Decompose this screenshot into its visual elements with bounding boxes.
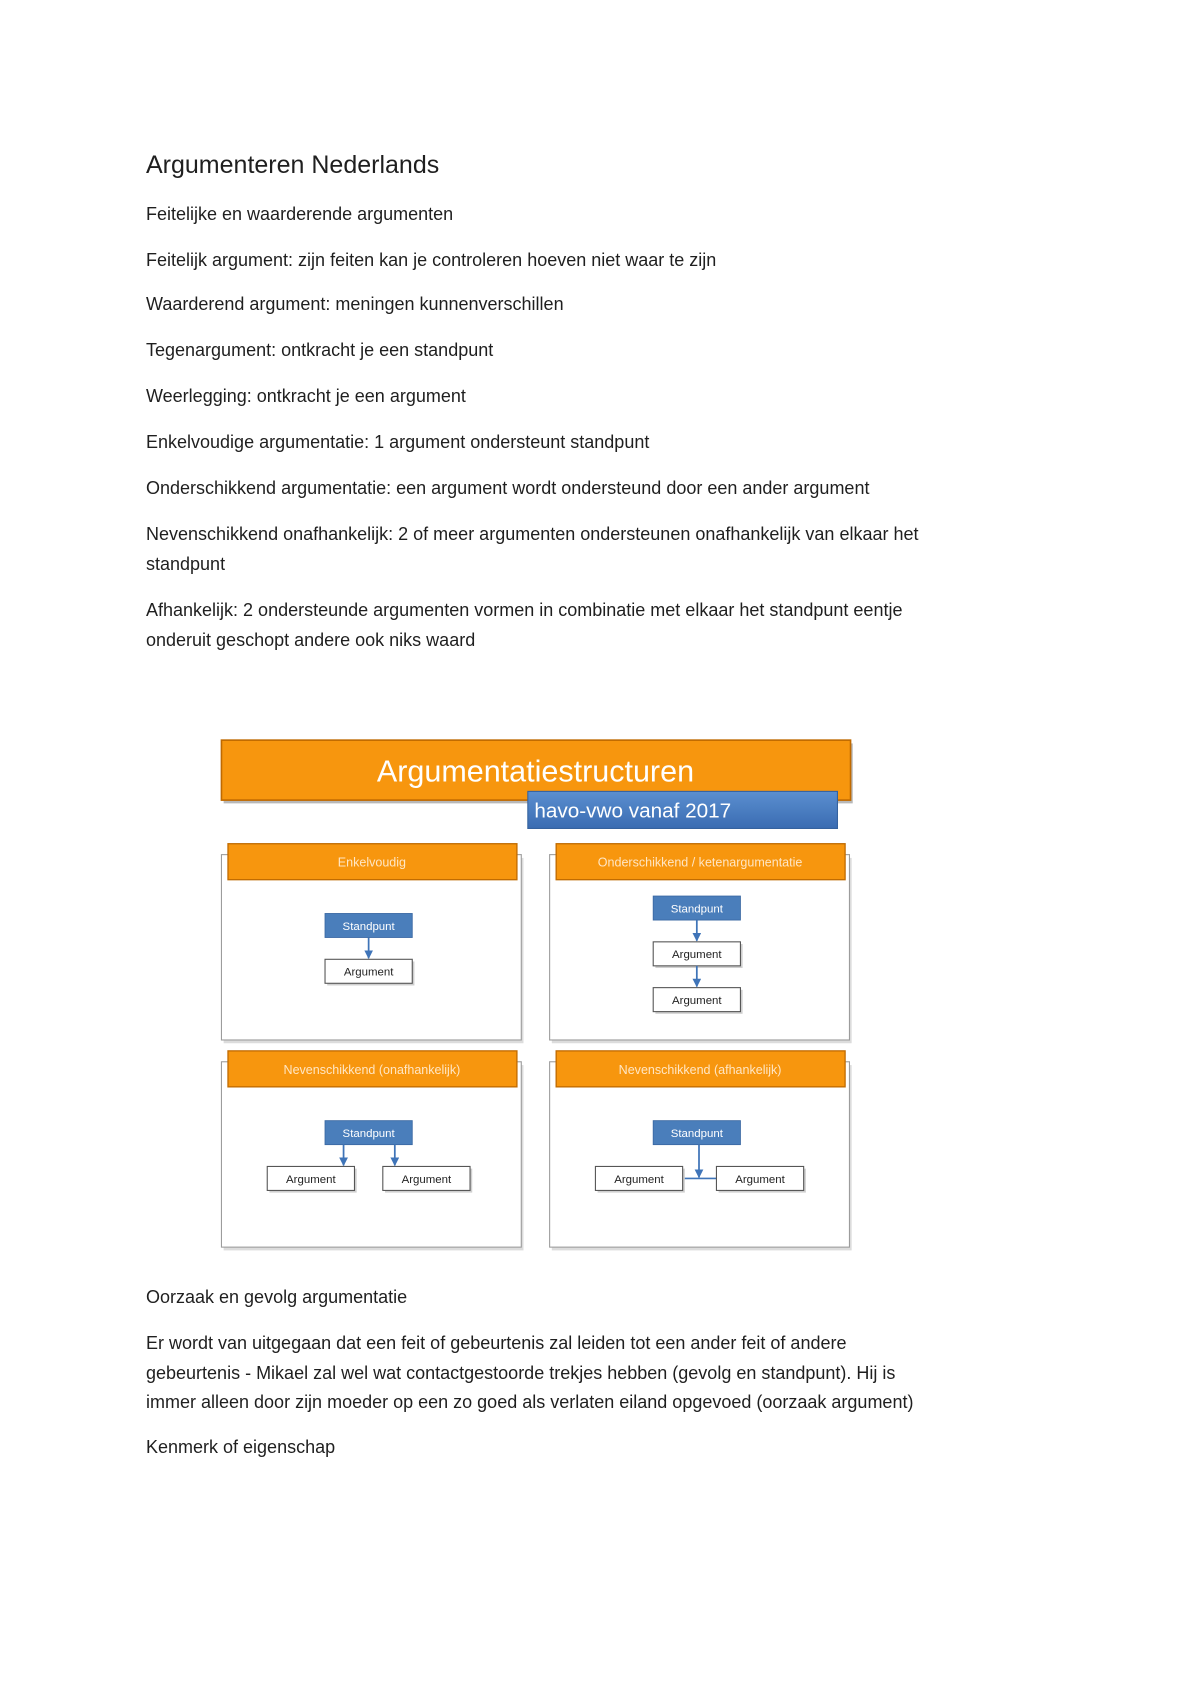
page-title: Argumenteren Nederlands (146, 151, 440, 179)
diagram-title: Argumentatiestructuren (376, 754, 695, 789)
paragraph-tegenargument (146, 336, 493, 366)
text-line: Tegenargument: ontkracht je een standpunt (146, 340, 494, 360)
text-line: Nevenschikkend onafhankelijk: 2 of meer argumenten ondersteunen onafhankelijk van elkaar het (146, 524, 919, 544)
argument-label: Argument (672, 949, 722, 962)
text-line: onderuit geschopt andere ook niks waard (146, 629, 476, 650)
text-line: immer alleen door zijn moeder op een zo goed als verlaten eiland opgevoed (oorzaak argument) (146, 1392, 914, 1412)
paragraph-feitelijk-argument (146, 246, 716, 276)
text-line: Afhankelijk: 2 ondersteunde argumenten vormen in combinatie met elkaar het standpunt eentje (146, 600, 903, 620)
panel-box (221, 1062, 521, 1247)
text-line: Waarderend argument: meningen kunnenverschillen (146, 294, 564, 314)
text-line: Oorzaak en gevolg argumentatie (146, 1287, 408, 1307)
paragraph-weerlegging (146, 382, 466, 412)
standpunt-label: Standpunt (670, 1128, 723, 1141)
panel-nevenschikkend-afhankelijk (550, 1051, 852, 1251)
argument-label: Argument (735, 1173, 785, 1186)
text-line: Feitelijke en waarderende argumenten (146, 204, 454, 224)
panel-header-label: Onderschikkend / ketenargumentatie (597, 855, 803, 870)
panel-onderschikkend (550, 844, 852, 1044)
argument-label: Argument (343, 966, 394, 979)
argument-label: Argument (401, 1173, 452, 1186)
paragraph-voorbeeld (146, 1329, 913, 1418)
text-line: Er wordt van uitgegaan dat een feit of gebeurtenis zal leiden tot een ander feit of andere (146, 1333, 847, 1353)
paragraph-onderschikkend (146, 474, 869, 504)
argument-label: Argument (614, 1173, 664, 1186)
paragraph-enkelvoudige (146, 428, 649, 458)
argument-label: Argument (286, 1173, 336, 1186)
standpunt-label: Standpunt (342, 920, 395, 933)
standpunt-label: Standpunt (670, 903, 723, 916)
panel-box (221, 855, 521, 1040)
paragraph-afhankelijk (146, 596, 902, 655)
text-line: standpunt (146, 553, 226, 574)
text-line: Enkelvoudige argumentatie: 1 argument ondersteunt standpunt (146, 432, 650, 452)
panel-header-label: Enkelvoudig (337, 855, 407, 870)
paragraph-nevenschikkend (146, 520, 919, 579)
text-line: gebeurtenis - Mikael zal wel wat contactgestoorde trekjes hebben (gevolg en standpunt). Hij is (146, 1362, 896, 1383)
text-line: Kenmerk of eigenschap (146, 1437, 336, 1457)
argument-label: Argument (672, 994, 722, 1007)
diagram-subtitle: havo-vwo vanaf 2017 (534, 799, 732, 823)
panel-header-label: Nevenschikkend (onafhankelijk) (283, 1062, 461, 1077)
panel-header-label: Nevenschikkend (afhankelijk) (618, 1062, 782, 1077)
paragraph-waarderend-argument (146, 290, 564, 320)
paragraph-kenmerk (146, 1433, 335, 1463)
standpunt-label: Standpunt (342, 1128, 395, 1141)
paragraph-feitelijke-waarderende (146, 200, 453, 230)
panel-nevenschikkend-onafhankelijk (221, 1051, 523, 1251)
panel-enkelvoudig (221, 844, 523, 1044)
paragraph-oorzaak-gevolg (146, 1283, 407, 1313)
text-line: Onderschikkend argumentatie: een argument wordt ondersteund door een ander argument (146, 478, 870, 498)
text-line: Weerlegging: ontkracht je een argument (146, 386, 466, 406)
argumentation-structures-diagram (216, 729, 856, 1255)
text-line: Feitelijk argument: zijn feiten kan je controleren hoeven niet waar te zijn (146, 250, 717, 270)
